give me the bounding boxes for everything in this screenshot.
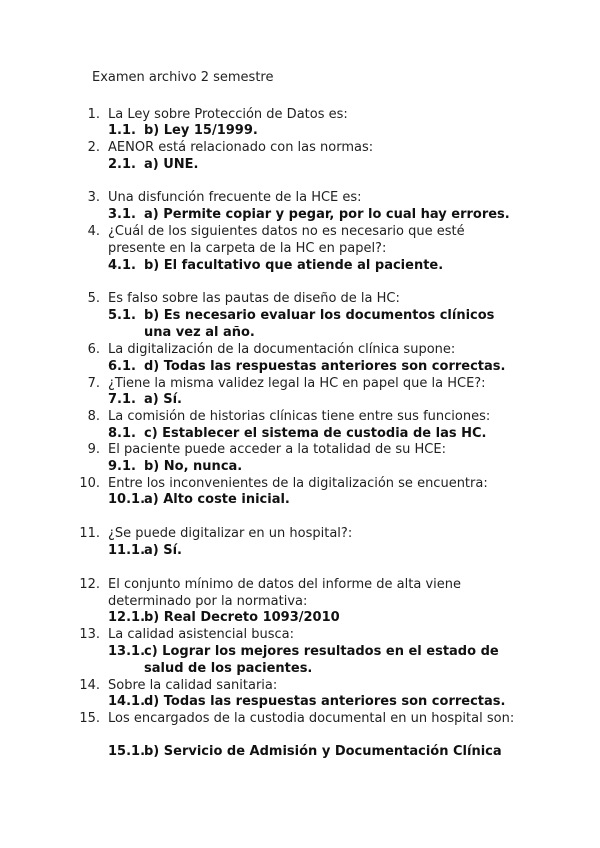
answer-number: 5.1. bbox=[108, 308, 136, 323]
question-number: 11. bbox=[79, 526, 100, 541]
question-number: 6. bbox=[87, 342, 100, 357]
question-number: 4. bbox=[87, 224, 100, 239]
answer-number: 13.1. bbox=[108, 644, 146, 659]
answer-number: 10.1. bbox=[108, 492, 146, 507]
answer-number: 15.1. bbox=[108, 744, 146, 759]
question-text: ¿Se puede digitalizar en un hospital?: bbox=[108, 526, 353, 541]
answer-text: a) Permite copiar y pegar, por lo cual hay errores. bbox=[144, 207, 510, 222]
question-number: 8. bbox=[87, 409, 100, 424]
answer-3 bbox=[108, 206, 510, 223]
answer-text: b) No, nunca. bbox=[144, 459, 243, 474]
question-8 bbox=[87, 408, 518, 425]
answer-14 bbox=[108, 693, 505, 710]
answer-7 bbox=[108, 391, 182, 408]
answer-number: 8.1. bbox=[108, 426, 136, 441]
question-4 bbox=[87, 223, 518, 257]
question-number: 12. bbox=[79, 577, 100, 592]
question-9 bbox=[87, 441, 518, 458]
answer-text: b) Es necesario evaluar los documentos clínicos una vez al año. bbox=[144, 308, 495, 340]
question-12 bbox=[79, 576, 518, 610]
question-text: La comisión de historias clínicas tiene entre sus funciones: bbox=[108, 409, 491, 424]
answer-13 bbox=[108, 643, 516, 677]
question-text: Sobre la calidad sanitaria: bbox=[108, 678, 278, 693]
question-7 bbox=[87, 375, 518, 392]
answer-11 bbox=[108, 542, 182, 559]
answer-number: 1.1. bbox=[108, 123, 136, 138]
question-number: 3. bbox=[87, 190, 100, 205]
answer-1 bbox=[108, 122, 258, 139]
answer-12 bbox=[108, 609, 340, 626]
question-text: AENOR está relacionado con las normas: bbox=[108, 140, 374, 155]
answer-text: b) Real Decreto 1093/2010 bbox=[144, 610, 340, 625]
question-number: 7. bbox=[87, 376, 100, 391]
question-text: La calidad asistencial busca: bbox=[108, 627, 294, 642]
answer-5 bbox=[108, 307, 516, 341]
question-number: 15. bbox=[79, 711, 100, 726]
question-number: 5. bbox=[87, 291, 100, 306]
answer-text: c) Establecer el sistema de custodia de las HC. bbox=[144, 426, 487, 441]
answer-text: d) Todas las respuestas anteriores son correctas. bbox=[144, 359, 506, 374]
question-number: 1. bbox=[87, 107, 100, 122]
question-10 bbox=[79, 475, 518, 492]
question-number: 14. bbox=[79, 678, 100, 693]
question-text: Una disfunción frecuente de la HCE es: bbox=[108, 190, 362, 205]
answer-number: 6.1. bbox=[108, 359, 136, 374]
question-number: 13. bbox=[79, 627, 100, 642]
answer-15 bbox=[108, 743, 502, 760]
question-6 bbox=[87, 341, 518, 358]
answer-number: 2.1. bbox=[108, 157, 136, 172]
question-text: Es falso sobre las pautas de diseño de la HC: bbox=[108, 291, 400, 306]
answer-text: a) UNE. bbox=[144, 157, 199, 172]
answer-number: 12.1. bbox=[108, 610, 146, 625]
question-1 bbox=[87, 106, 518, 123]
question-text: ¿Cuál de los siguientes datos no es necesario que esté presente en la carpeta de la HC en papel?: bbox=[108, 224, 465, 256]
answer-text: c) Lograr los mejores resultados en el estado de salud de los pacientes. bbox=[144, 644, 499, 676]
answer-number: 4.1. bbox=[108, 258, 136, 273]
answer-text: a) Alto coste inicial. bbox=[144, 492, 290, 507]
answer-number: 14.1. bbox=[108, 694, 146, 709]
answer-10 bbox=[108, 491, 290, 508]
question-number: 9. bbox=[87, 442, 100, 457]
question-15 bbox=[79, 710, 518, 727]
answer-6 bbox=[108, 358, 505, 375]
question-text: El conjunto mínimo de datos del informe de alta viene determinado por la normativa: bbox=[108, 577, 461, 609]
question-3 bbox=[87, 189, 518, 206]
question-5 bbox=[87, 290, 518, 307]
question-text: El paciente puede acceder a la totalidad de su HCE: bbox=[108, 442, 446, 457]
question-text: Entre los inconvenientes de la digitalización se encuentra: bbox=[108, 476, 488, 491]
question-text: La digitalización de la documentación clínica supone: bbox=[108, 342, 456, 357]
answer-text: b) El facultativo que atiende al paciente. bbox=[144, 258, 444, 273]
question-text: Los encargados de la custodia documental en un hospital son: bbox=[108, 711, 515, 726]
question-text: La Ley sobre Protección de Datos es: bbox=[108, 107, 348, 122]
answer-text: a) Sí. bbox=[144, 543, 182, 558]
answer-2 bbox=[108, 156, 199, 173]
answer-text: a) Sí. bbox=[144, 392, 182, 407]
question-number: 10. bbox=[79, 476, 100, 491]
document-title: Examen archivo 2 semestre bbox=[92, 70, 274, 85]
question-13 bbox=[79, 626, 518, 643]
question-14 bbox=[79, 677, 518, 694]
answer-number: 9.1. bbox=[108, 459, 136, 474]
answer-number: 11.1. bbox=[108, 543, 146, 558]
answer-number: 7.1. bbox=[108, 392, 136, 407]
question-2 bbox=[87, 139, 518, 156]
answer-text: b) Servicio de Admisión y Documentación Clínica bbox=[144, 744, 502, 759]
answer-8 bbox=[108, 425, 486, 442]
question-text: ¿Tiene la misma validez legal la HC en papel que la HCE?: bbox=[108, 376, 486, 391]
answer-9 bbox=[108, 458, 242, 475]
answer-text: d) Todas las respuestas anteriores son correctas. bbox=[144, 694, 506, 709]
answer-4 bbox=[108, 257, 443, 274]
question-11 bbox=[79, 525, 518, 542]
answer-number: 3.1. bbox=[108, 207, 136, 222]
answer-text: b) Ley 15/1999. bbox=[144, 123, 258, 138]
question-number: 2. bbox=[87, 140, 100, 155]
